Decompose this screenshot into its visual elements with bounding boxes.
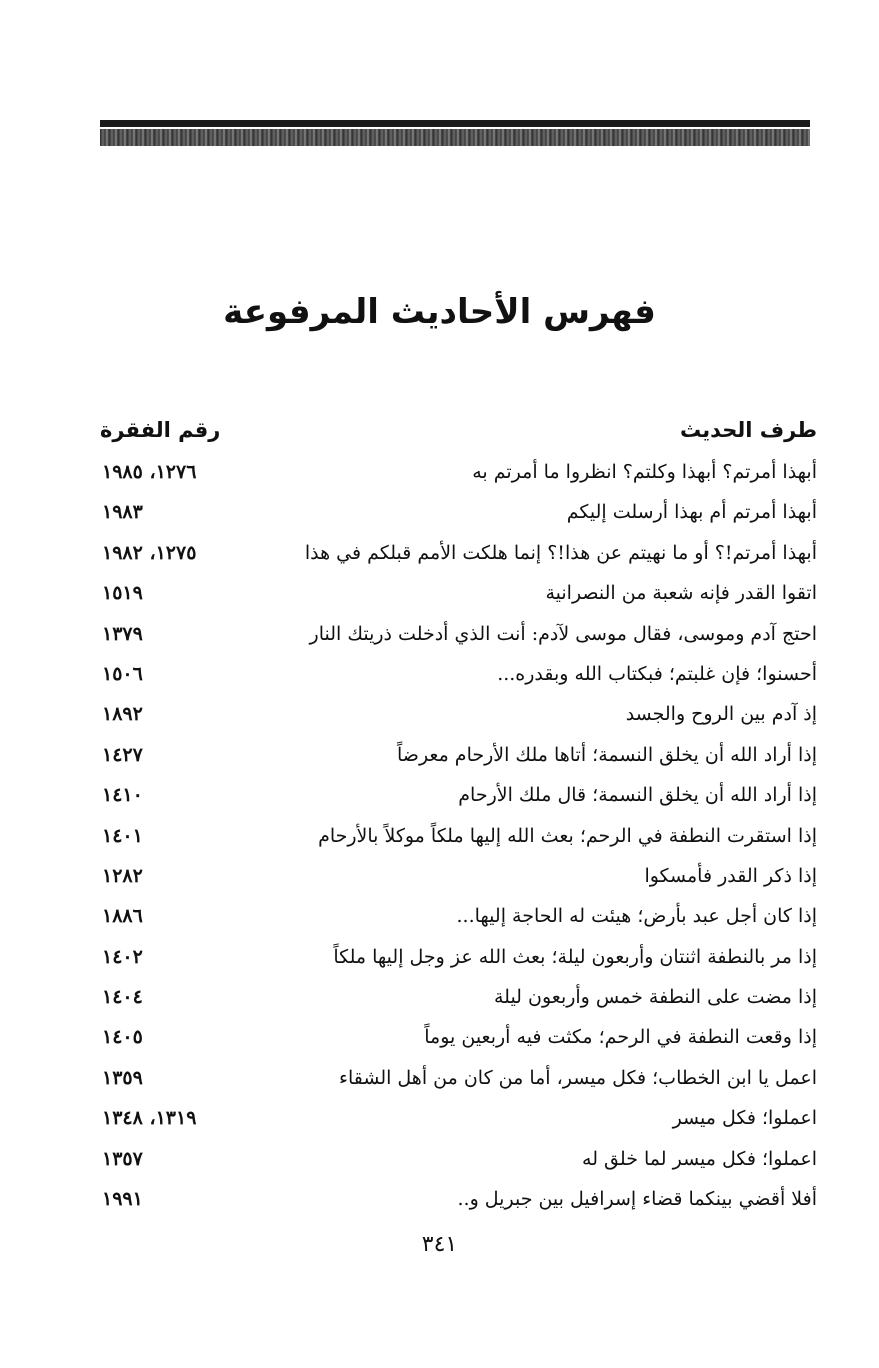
hadith-text: إذا مر بالنطفة اثنتان وأربعون ليلة؛ بعث الله عز وجل إليها ملكاً	[333, 945, 817, 968]
paragraph-number: ١٣٧٩	[102, 622, 143, 645]
hadith-text: أبهذا أمرتم!؟ أو ما نهيتم عن هذا!؟ إنما هلكت الأمم قبلكم في هذا	[304, 541, 817, 564]
paragraph-number: ١٣٥٩	[102, 1066, 143, 1089]
paragraph-number: ١٨٨٦	[102, 905, 143, 928]
hadith-text: إذا مضت على النطفة خمس وأربعون ليلة	[493, 986, 817, 1009]
paragraph-number: ١٩٩١	[102, 1188, 143, 1211]
list-item	[100, 899, 817, 939]
list-item	[100, 1020, 817, 1060]
hadith-text: إذا كان أجل عبد بأرض؛ هيئت له الحاجة إليها...	[456, 905, 817, 928]
list-item	[100, 657, 817, 697]
hadith-text: اتقوا القدر فإنه شعبة من النصرانية	[545, 582, 817, 605]
paragraph-number: ١٣١٩، ١٣٤٨	[102, 1107, 197, 1130]
paragraph-number: ١٤٢٧	[102, 743, 143, 766]
paragraph-number: ١٤٠٤	[102, 986, 143, 1009]
list-item	[100, 940, 817, 980]
list-item	[100, 617, 817, 657]
list-item	[100, 1142, 817, 1182]
paragraph-number: ١٥١٩	[102, 582, 143, 605]
hadith-text: إذا وقعت النطفة في الرحم؛ مكثت فيه أربعين يوماً	[424, 1026, 817, 1049]
list-item	[100, 495, 817, 535]
column-header-hadith: طرف الحديث	[679, 418, 817, 442]
list-item	[100, 859, 817, 899]
hadith-index-list	[100, 455, 817, 1222]
list-item	[100, 536, 817, 576]
list-item	[100, 576, 817, 616]
list-item	[100, 1061, 817, 1101]
paragraph-number: ١٥٠٦	[102, 662, 143, 685]
list-item	[100, 1182, 817, 1222]
paragraph-number: ١٢٨٢	[102, 864, 143, 887]
hadith-text: إذا أراد الله أن يخلق النسمة؛ قال ملك الأرحام	[458, 784, 817, 807]
list-item	[100, 1101, 817, 1141]
hadith-text: إذا ذكر القدر فأمسكوا	[644, 864, 817, 887]
paragraph-number: ١٤٠١	[102, 824, 143, 847]
hadith-text: اعملوا؛ فكل ميسر	[672, 1107, 817, 1130]
page-number: ٣٤١	[421, 1232, 458, 1257]
paragraph-number: ١٩٨٣	[102, 501, 143, 524]
hadith-text: أبهذا أمرتم؟ أبهذا وكلتم؟ انظروا ما أمرتم به	[472, 461, 817, 483]
hadith-text: اعملوا؛ فكل ميسر لما خلق له	[582, 1147, 817, 1170]
hadith-text: أحسنوا؛ فإن غلبتم؛ فبكتاب الله وبقدره...	[497, 662, 817, 685]
paragraph-number: ١٢٧٥، ١٩٨٢	[102, 541, 197, 564]
hadith-text: إذ آدم بين الروح والجسد	[625, 703, 817, 726]
paragraph-number: ١٣٥٧	[102, 1147, 143, 1170]
list-item	[100, 697, 817, 737]
list-item	[100, 980, 817, 1020]
hadith-text: اعمل يا ابن الخطاب؛ فكل ميسر، أما من كان من أهل الشقاء	[339, 1066, 817, 1089]
hadith-text: أفلا أقضي بينكما قضاء إسرافيل بين جبريل و..	[457, 1188, 817, 1211]
list-item	[100, 819, 817, 859]
header-rule-decorative	[100, 129, 810, 146]
list-item	[100, 455, 817, 495]
paragraph-number: ١٤٠٢	[102, 945, 143, 968]
hadith-text: أبهذا أمرتم أم بهذا أرسلت إليكم	[566, 501, 817, 524]
paragraph-number: ١٤١٠	[102, 784, 143, 807]
hadith-text: إذا استقرت النطفة في الرحم؛ بعث الله إليها ملكاً موكلاً بالأرحام	[318, 824, 817, 847]
list-item	[100, 738, 817, 778]
paragraph-number: ١٢٧٦، ١٩٨٥	[102, 461, 197, 483]
column-header-row	[100, 418, 817, 454]
paragraph-number: ١٨٩٢	[102, 703, 143, 726]
hadith-text: احتج آدم وموسى، فقال موسى لآدم: أنت الذي أدخلت ذريتك النار	[309, 622, 817, 645]
page-title: فهرس الأحاديث المرفوعة	[223, 292, 656, 332]
header-rule-thick	[100, 120, 810, 127]
column-header-paragraph: رقم الفقرة	[100, 418, 221, 442]
list-item	[100, 778, 817, 818]
hadith-text: إذا أراد الله أن يخلق النسمة؛ أتاها ملك الأرحام معرضاً	[397, 743, 817, 766]
paragraph-number: ١٤٠٥	[102, 1026, 143, 1049]
